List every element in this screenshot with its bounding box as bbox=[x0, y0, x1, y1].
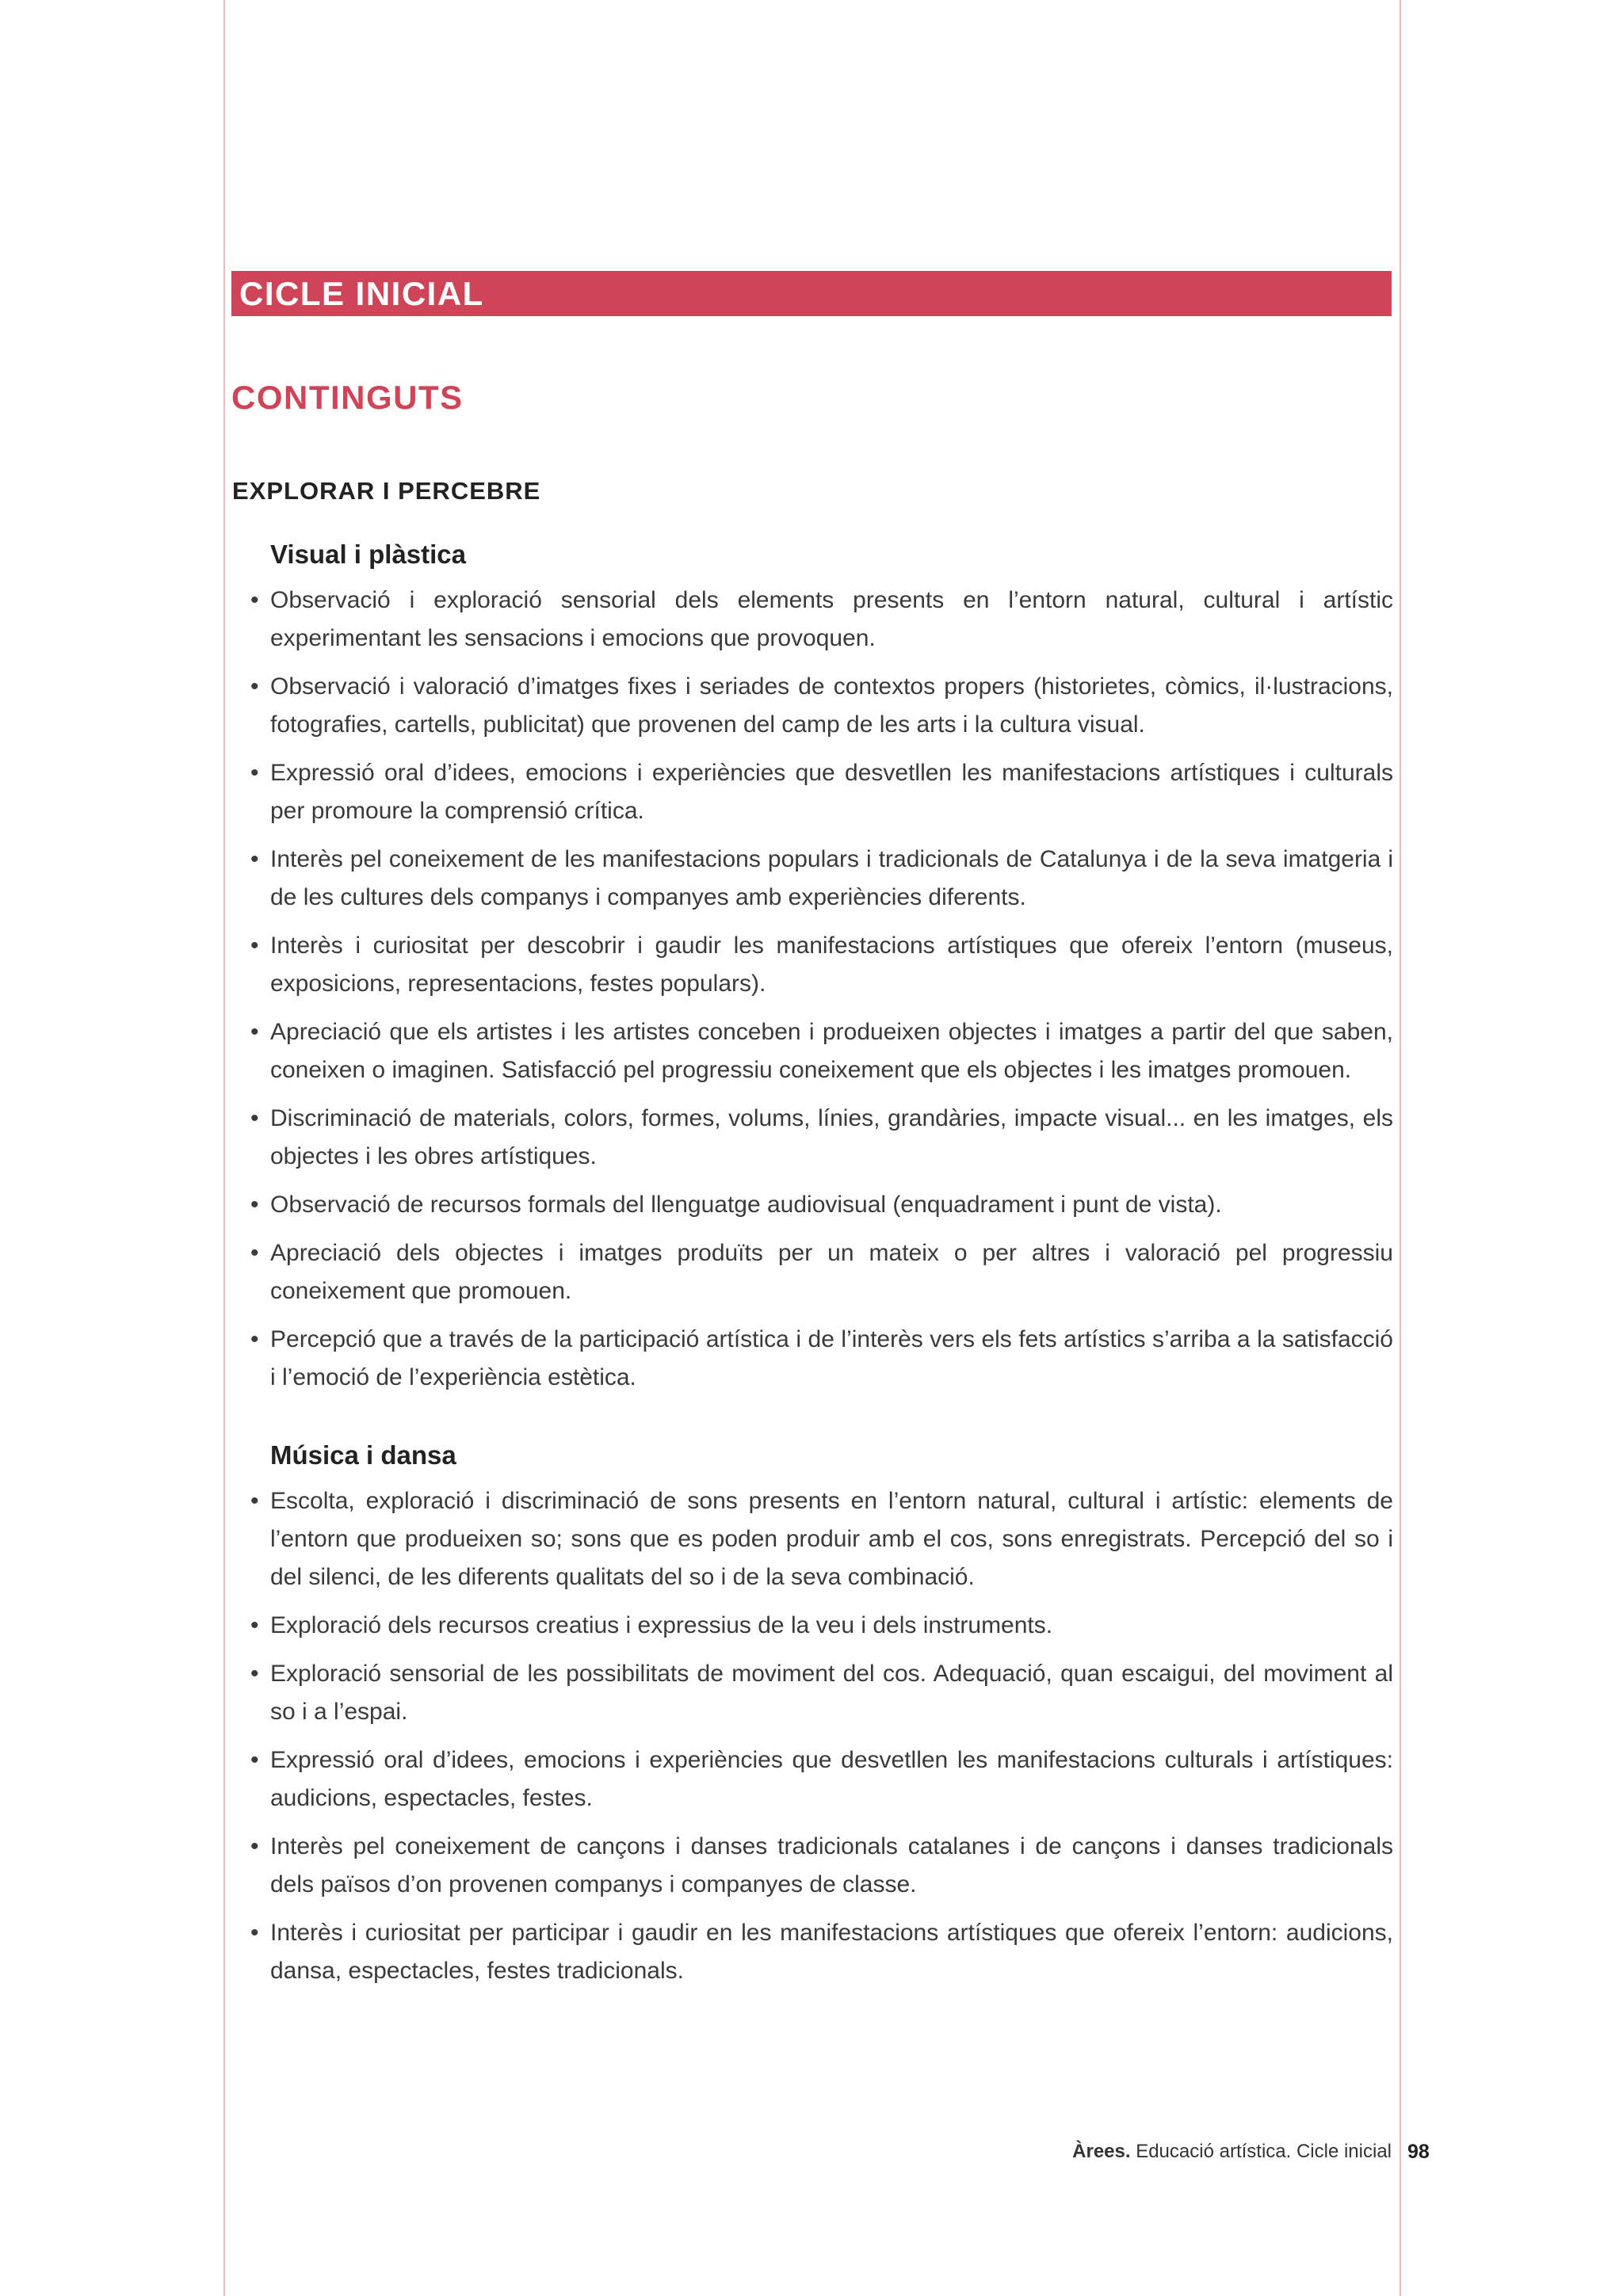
list-item bbox=[231, 1914, 1393, 1990]
list-item-text: Exploració dels recursos creatius i expressius de la veu i dels instruments. bbox=[270, 1612, 1053, 1638]
list-item bbox=[231, 1482, 1393, 1596]
list-item-text: Expressió oral d’idees, emocions i experiències que desvetllen les manifestacions culturals i artístiques: audicions, espectacles, festes. bbox=[270, 1747, 1393, 1811]
list-item-text: Interès pel coneixement de les manifestacions populars i tradicionals de Catalunya i de la seva imatgeria i de les cultures dels companys i companyes amb experiències diferents. bbox=[270, 846, 1393, 910]
bullet-marker: • bbox=[250, 1747, 259, 1773]
visual-plastica-list bbox=[231, 582, 1393, 1397]
list-item bbox=[231, 927, 1393, 1003]
list-item bbox=[231, 1607, 1393, 1645]
left-margin-rule bbox=[223, 0, 225, 2296]
list-item bbox=[231, 754, 1393, 830]
list-item bbox=[231, 1186, 1393, 1224]
musica-dansa-block bbox=[231, 1438, 1393, 2000]
bullet-marker: • bbox=[250, 1488, 259, 1514]
list-item bbox=[231, 1655, 1393, 1731]
list-item bbox=[231, 668, 1393, 744]
bullet-marker: • bbox=[250, 933, 259, 959]
bullet-marker: • bbox=[250, 1326, 259, 1352]
list-item-text: Apreciació dels objectes i imatges produïts per un mateix o per altres i valoració pel progressiu coneixement que promouen. bbox=[270, 1240, 1393, 1304]
visual-plastica-block bbox=[231, 537, 1393, 1407]
musica-dansa-heading: Música i dansa bbox=[270, 1440, 456, 1470]
list-item-text: Apreciació que els artistes i les artistes conceben i produeixen objectes i imatges a partir del que saben, coneixen o imaginen. Satisfacció pel progressiu coneixement que els objectes i les imatges promouen. bbox=[270, 1019, 1393, 1083]
bullet-marker: • bbox=[250, 1019, 259, 1045]
footer-area-label: Àrees. bbox=[1072, 2141, 1131, 2162]
bullet-marker: • bbox=[250, 673, 259, 700]
footer-subject-label: Educació artística. Cicle inicial bbox=[1130, 2141, 1392, 2162]
visual-plastica-heading: Visual i plàstica bbox=[270, 540, 467, 569]
bullet-marker: • bbox=[250, 1105, 259, 1131]
bullet-marker: • bbox=[250, 1833, 259, 1859]
bullet-marker: • bbox=[250, 760, 259, 786]
page-number: 98 bbox=[1407, 2141, 1430, 2163]
list-item-text: Expressió oral d’idees, emocions i experiències que desvetllen les manifestacions artístiques i culturals per promoure la comprensió crítica. bbox=[270, 760, 1393, 824]
cycle-banner: CICLE INICIAL bbox=[231, 271, 1392, 316]
list-item bbox=[231, 1741, 1393, 1817]
list-item-text: Observació i valoració d’imatges fixes i seriades de contextos propers (historietes, còmics, il·lustracions, fotografies, cartells, publicitat) que provenen del camp de les arts i la cultura visual. bbox=[270, 673, 1393, 738]
list-item-text: Interès pel coneixement de cançons i danses tradicionals catalanes i de cançons i danses tradicionals dels països d’on provenen companys i companyes de classe. bbox=[270, 1833, 1393, 1897]
list-item-text: Exploració sensorial de les possibilitats de moviment del cos. Adequació, quan escaigui, del moviment al so i a l’espai. bbox=[270, 1661, 1393, 1725]
bullet-marker: • bbox=[250, 1661, 259, 1687]
list-item-text: Interès i curiositat per descobrir i gaudir les manifestacions artístiques que ofereix l’entorn (museus, exposicions, representacions, festes populars). bbox=[270, 933, 1393, 997]
running-footer bbox=[1072, 2139, 1392, 2164]
list-item-text: Observació i exploració sensorial dels elements presents en l’entorn natural, cultural i artístic experimentant les sensacions i emocions que provoquen. bbox=[270, 587, 1393, 651]
list-item-text: Escolta, exploració i discriminació de sons presents en l’entorn natural, cultural i artístic: elements de l’entorn que produeixen so; sons que es poden produir amb el cos, sons enregistrats. Percepció del so i del silenci, de les diferents qualitats del so i de la seva combinació. bbox=[270, 1488, 1393, 1590]
bullet-marker: • bbox=[250, 1612, 259, 1638]
list-item-text: Discriminació de materials, colors, formes, volums, línies, grandàries, impacte visual... en les imatges, els objectes i les obres artístiques. bbox=[270, 1105, 1393, 1169]
list-item bbox=[231, 1013, 1393, 1089]
bullet-marker: • bbox=[250, 1240, 259, 1266]
list-item bbox=[231, 1100, 1393, 1176]
list-item bbox=[231, 841, 1393, 917]
bullet-marker: • bbox=[250, 1192, 259, 1218]
bullet-marker: • bbox=[250, 1920, 259, 1946]
list-item bbox=[231, 1234, 1393, 1310]
right-margin-rule bbox=[1400, 0, 1401, 2296]
musica-dansa-list bbox=[231, 1482, 1393, 1990]
subsection-title: EXPLORAR I PERCEBRE bbox=[232, 477, 541, 505]
list-item-text: Percepció que a través de la participació artística i de l’interès vers els fets artístics s’arriba a la satisfacció i l’emoció de l’experiència estètica. bbox=[270, 1326, 1393, 1390]
list-item bbox=[231, 1828, 1393, 1904]
list-item-text: Interès i curiositat per participar i gaudir en les manifestacions artístiques que ofereix l’entorn: audicions, dansa, espectacles, festes tradicionals. bbox=[270, 1920, 1393, 1984]
section-title: CONTINGUTS bbox=[231, 379, 464, 416]
list-item bbox=[231, 582, 1393, 658]
list-item-text: Observació de recursos formals del llenguatge audiovisual (enquadrament i punt de vista). bbox=[270, 1192, 1222, 1218]
list-item bbox=[231, 1321, 1393, 1397]
bullet-marker: • bbox=[250, 846, 259, 872]
bullet-marker: • bbox=[250, 587, 259, 613]
